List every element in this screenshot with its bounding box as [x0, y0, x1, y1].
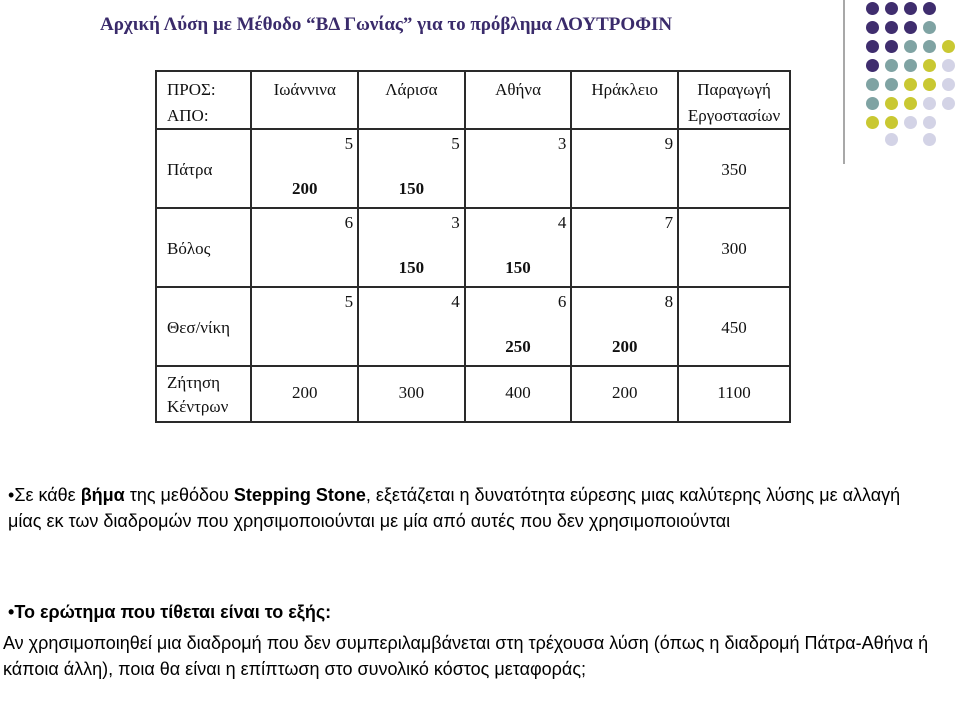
dot-olive: [885, 116, 898, 129]
bullet-bold-text: βήμα: [80, 485, 125, 505]
dot-teal: [885, 78, 898, 91]
production-value: 450: [721, 318, 747, 337]
slide-title: Αρχική Λύση με Μέθοδο “ΒΔ Γωνίας” για το πρόβλημα ΛΟΥΤΡΟΦΙΝ: [100, 14, 673, 35]
origin-cell: [156, 129, 251, 208]
demand-label-2: Κέντρων: [167, 397, 229, 416]
dot-purple: [904, 21, 917, 34]
bullet-text: Σε κάθε: [14, 485, 81, 505]
demand-cell: [571, 366, 678, 422]
cost-value: 9: [664, 134, 674, 153]
bullet-stepping-stone: [8, 482, 938, 534]
total-value: 1100: [717, 383, 751, 402]
question-paragraph: Αν χρησιμοποιηθεί μια διαδρομή που δεν συμπεριλαμβάνεται στη τρέχουσα λύση (όπως η διαδρομή Πάτρα-Αθήνα ή κάποια άλλη), ποια θα είναι η επίπτωση στο συνολικό κόστος μεταφοράς;: [3, 633, 929, 679]
route-cell: [358, 208, 465, 287]
route-cell: [251, 208, 358, 287]
allocation-value: 150: [505, 258, 531, 277]
route-cell: [465, 129, 572, 208]
cost-value: 6: [344, 213, 354, 232]
route-cell: [571, 129, 678, 208]
total-cell: [678, 366, 790, 422]
bullet-marker: •: [8, 602, 15, 622]
bullet-text: , εξετάζεται η δυνατότητα εύρεσης μιας καλύτερης λύσης με αλλαγή μίας εκ των διαδρομών που χρησιμοποιούνται με μία από αυτές που δεν χρησιμοποιούνται: [8, 485, 901, 531]
cost-value: 8: [664, 292, 674, 311]
dot-olive: [904, 78, 917, 91]
decorative-dot-grid: [862, 0, 960, 145]
dot-lavender: [923, 116, 936, 129]
dot-olive: [942, 40, 955, 53]
dot-purple: [866, 59, 879, 72]
cost-value: 5: [451, 134, 460, 153]
origin-label: Πάτρα: [167, 160, 213, 179]
route-cell: [251, 287, 358, 366]
dot-olive: [866, 116, 879, 129]
dot-teal: [923, 40, 936, 53]
cost-value: 4: [557, 213, 567, 232]
corner-from-label: ΑΠΟ:: [167, 106, 209, 125]
header-destination: Ηράκλειο: [571, 71, 678, 129]
demand-value: 400: [505, 383, 531, 402]
route-cell: [465, 287, 572, 366]
production-label-1: Παραγωγή: [697, 80, 771, 99]
divider-line: [843, 0, 845, 164]
dot-lavender: [923, 133, 936, 146]
transportation-table: [155, 70, 791, 423]
dot-olive: [904, 97, 917, 110]
cost-value: 3: [451, 213, 460, 232]
route-cell: [358, 287, 465, 366]
production-value: 300: [721, 239, 747, 258]
bullet-text: της μεθόδου: [124, 485, 234, 505]
dot-olive: [923, 78, 936, 91]
table-row: [156, 287, 790, 366]
dot-purple: [904, 2, 917, 15]
cost-value: 7: [664, 213, 674, 232]
header-production: [678, 71, 790, 129]
demand-value: 200: [291, 383, 318, 402]
table-row: [156, 129, 790, 208]
route-cell: [251, 129, 358, 208]
dot-olive: [923, 59, 936, 72]
route-cell: [465, 208, 572, 287]
dot-purple: [885, 2, 898, 15]
bullet-bold-text: Stepping Stone: [233, 485, 366, 505]
production-label-2: Εργοστασίων: [687, 106, 781, 125]
header-destination: Λάρισα: [358, 71, 465, 129]
production-cell: [678, 129, 790, 208]
demand-row: [156, 366, 790, 422]
cost-value: 6: [557, 292, 567, 311]
dot-teal: [904, 59, 917, 72]
production-cell: [678, 208, 790, 287]
demand-cell: [465, 366, 572, 422]
demand-cell: [358, 366, 465, 422]
origin-label: Θεσ/νίκη: [167, 318, 231, 337]
demand-label-cell: [156, 366, 251, 422]
route-cell: [571, 287, 678, 366]
cost-value: 5: [344, 134, 354, 153]
bullet-bold-text: Το ερώτημα που τίθεται είναι το εξής:: [14, 602, 332, 622]
cost-value: 3: [557, 134, 567, 153]
corner-to-label: ΠΡΟΣ:: [167, 80, 216, 99]
dot-lavender: [942, 78, 955, 91]
bullet-question: [8, 599, 331, 625]
allocation-value: 250: [505, 337, 531, 356]
dot-teal: [866, 78, 879, 91]
origin-cell: [156, 208, 251, 287]
allocation-value: 200: [291, 179, 318, 198]
dot-teal: [904, 40, 917, 53]
dot-purple: [885, 21, 898, 34]
production-cell: [678, 287, 790, 366]
route-cell: [571, 208, 678, 287]
dot-purple: [923, 2, 936, 15]
dot-teal: [923, 21, 936, 34]
demand-cell: [251, 366, 358, 422]
route-cell: [358, 129, 465, 208]
dot-lavender: [885, 133, 898, 146]
dot-lavender: [942, 59, 955, 72]
demand-label-1: Ζήτηση: [167, 373, 221, 392]
corner-cell: [156, 71, 251, 129]
dot-purple: [866, 21, 879, 34]
header-row: [156, 71, 790, 129]
bullet-marker: •: [8, 485, 15, 505]
cost-value: 4: [451, 292, 460, 311]
dot-lavender: [942, 97, 955, 110]
table-row: [156, 208, 790, 287]
allocation-value: 150: [398, 258, 425, 277]
origin-label: Βόλος: [167, 239, 211, 258]
dot-lavender: [923, 97, 936, 110]
allocation-value: 150: [398, 179, 425, 198]
dot-teal: [866, 97, 879, 110]
cost-value: 5: [344, 292, 354, 311]
origin-cell: [156, 287, 251, 366]
dot-purple: [866, 2, 879, 15]
allocation-value: 200: [611, 337, 638, 356]
demand-value: 300: [398, 383, 425, 402]
dot-lavender: [904, 116, 917, 129]
production-value: 350: [721, 160, 747, 179]
dot-purple: [866, 40, 879, 53]
demand-value: 200: [611, 383, 638, 402]
dot-purple: [885, 40, 898, 53]
dot-teal: [885, 59, 898, 72]
header-destination: Ιωάννινα: [251, 71, 358, 129]
header-destination: Αθήνα: [465, 71, 572, 129]
dot-olive: [885, 97, 898, 110]
